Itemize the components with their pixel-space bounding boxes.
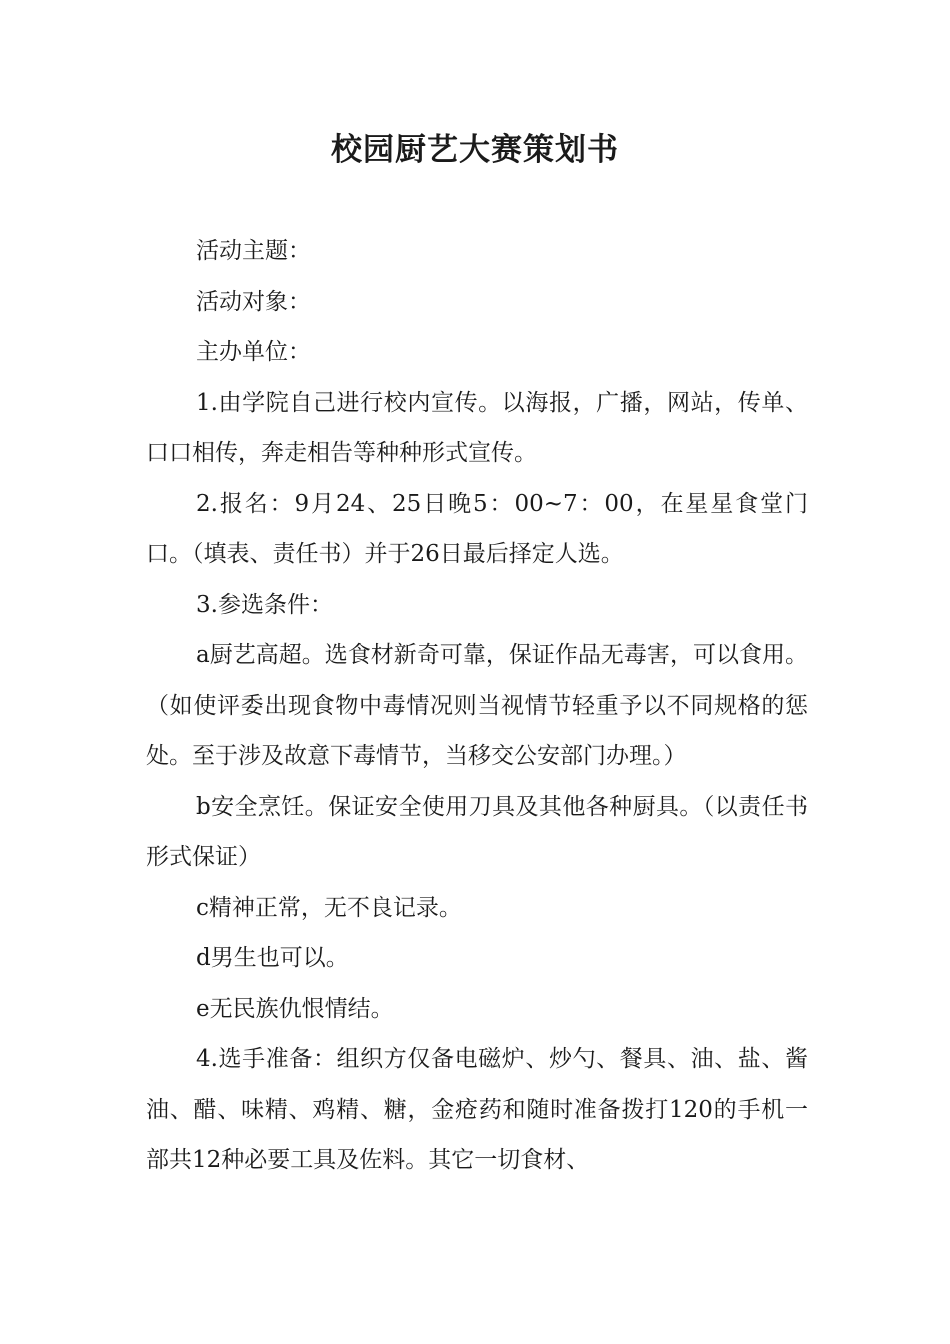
document-body xyxy=(146,226,808,1186)
field-activity-theme: 活动主题： xyxy=(196,238,311,264)
paragraph-contestant-preparation: 4.选手准备：组织方仅备电磁炉、炒勺、餐具、油、盐、酱油、醋、味精、鸡精、糖，金疮药和随时准备拨打120的手机一部共12种必要工具及佐料。其它一切食材、 xyxy=(146,1046,808,1173)
paragraph-publicity: 1.由学院自己进行校内宣传。以海报，广播，网站，传单、口口相传，奔走相告等种种形式宣传。 xyxy=(146,389,808,466)
paragraph-conditions-heading: 3.参选条件： xyxy=(196,591,333,618)
paragraph-registration: 2.报名：9月24、25日晚5：00~7：00，在星星食堂门口。（填表、责任书）并于26日最后择定人选。 xyxy=(146,490,808,567)
condition-b: b安全烹饪。保证安全使用刀具及其他各种厨具。（以责任书形式保证） xyxy=(146,793,808,870)
condition-e: e无民族仇恨情结。 xyxy=(196,995,394,1022)
document-title: 校园厨艺大赛策划书 xyxy=(331,132,619,168)
condition-d: d男生也可以。 xyxy=(196,945,349,971)
condition-c: c精神正常，无不良记录。 xyxy=(196,894,462,921)
field-activity-target: 活动对象： xyxy=(196,288,311,315)
condition-a: a厨艺高超。选食材新奇可靠，保证作品无毒害，可以食用。（如使评委出现食物中毒情况则当视情节轻重予以不同规格的惩处。至于涉及故意下毒情节，当移交公安部门办理。） xyxy=(146,642,808,769)
field-organizer: 主办单位： xyxy=(196,339,311,365)
